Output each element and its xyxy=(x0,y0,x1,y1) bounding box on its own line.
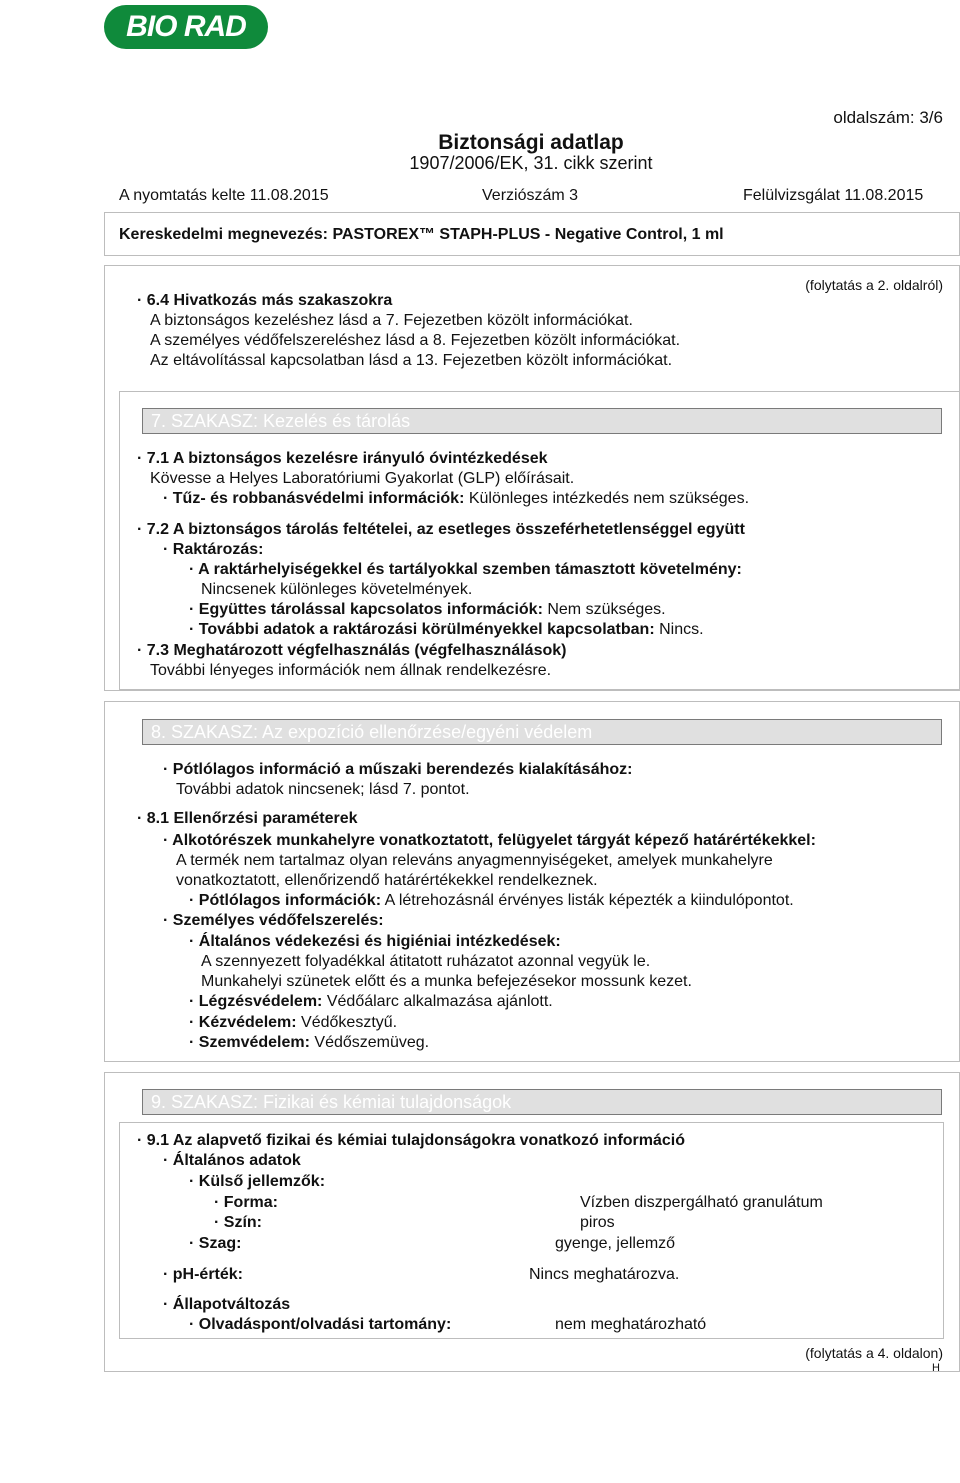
hand-protection-text: Védőkesztyű. xyxy=(301,1014,398,1031)
revision-date: Felülvizsgálat 11.08.2015 xyxy=(743,187,924,204)
further-storage-row xyxy=(189,620,704,640)
form-value: Vízben diszpergálható granulátum xyxy=(580,1194,823,1211)
fire-protection-label: · Tűz- és robbanásvédelmi információk: xyxy=(163,490,465,507)
hand-protection-row xyxy=(189,1013,397,1033)
additional-info-row xyxy=(189,891,794,911)
fire-protection-text: Különleges intézkedés nem szükséges. xyxy=(468,490,750,507)
trade-name: Kereskedelmi megnevezés: PASTOREX™ STAPH-PLUS - Negative Control, 1 ml xyxy=(119,226,724,243)
melting-point-label: · Olvadáspont/olvadási tartomány: xyxy=(189,1316,452,1333)
section-6-4-line-2: A személyes védőfelszereléshez lásd a 8. Fejezetben közölt információkat. xyxy=(150,332,681,349)
technical-info-text: További adatok nincsenek; lásd 7. pontot. xyxy=(176,781,470,798)
ppe-heading: · Személyes védőfelszerelés: xyxy=(163,912,384,929)
components-text-1: A termék nem tartalmaz olyan releváns anyagmennyiségeket, amelyek munkahelyre xyxy=(176,852,773,869)
color-value: piros xyxy=(580,1214,615,1231)
document-title: Biztonsági adatlap xyxy=(438,131,624,154)
page-number: oldalszám: 3/6 xyxy=(833,108,943,127)
section-7-1-heading: · 7.1 A biztonságos kezelésre irányuló óvintézkedések xyxy=(137,450,548,467)
continued-to: (folytatás a 4. oldalon) xyxy=(805,1345,943,1361)
eye-protection-text: Védőszemüveg. xyxy=(314,1034,430,1051)
section-6-4-line-3: Az eltávolítással kapcsolatban lásd a 13. Fejezetben közölt információkat. xyxy=(150,352,673,369)
technical-info-label: · Pótlólagos információ a műszaki berendezés kialakításához: xyxy=(163,761,633,778)
respiratory-row xyxy=(189,992,553,1012)
ph-label: · pH-érték: xyxy=(163,1266,244,1283)
storage-requirements-label: · A raktárhelyiségekkel és tartályokkal szemben támasztott követelmény: xyxy=(189,561,742,578)
appearance-heading: · Külső jellemzők: xyxy=(189,1173,326,1190)
section-8-1-heading: · 8.1 Ellenőrzési paraméterek xyxy=(137,810,358,827)
hygiene-text-1: A szennyezett folyadékkal átitatott ruházatot azonnal vegyük le. xyxy=(201,953,651,970)
eye-protection-label: · Szemvédelem: xyxy=(189,1034,310,1051)
hand-protection-label: · Kézvédelem: xyxy=(189,1014,297,1031)
section-7-3-heading: · 7.3 Meghatározott végfelhasználás (végfelhasználások) xyxy=(137,642,567,659)
document-subtitle: 1907/2006/EK, 31. cikk szerint xyxy=(409,153,653,173)
ph-value: Nincs meghatározva. xyxy=(529,1266,680,1283)
further-storage-text: Nincs. xyxy=(659,621,704,638)
section-9-1-heading: · 9.1 Az alapvető fizikai és kémiai tulajdonságokra vonatkozó információ xyxy=(137,1132,686,1149)
fire-protection-row xyxy=(163,489,749,509)
continued-from: (folytatás a 2. oldalról) xyxy=(805,277,943,293)
section-7-2-heading: · 7.2 A biztonságos tárolás feltételei, az esetleges összeférhetetlenséggel együtt xyxy=(137,521,745,538)
section-7-3-text: További lényeges információk nem állnak rendelkezésre. xyxy=(150,662,552,679)
logo-text: BIO RAD xyxy=(126,10,246,43)
section-6-4-line-1: A biztonságos kezeléshez lásd a 7. Fejezetben közölt információkat. xyxy=(150,312,633,329)
section-6-4-heading: · 6.4 Hivatkozás más szakaszokra xyxy=(137,292,393,309)
joint-storage-text: Nem szükséges. xyxy=(547,601,666,618)
version: Verziószám 3 xyxy=(482,187,579,204)
odor-value: gyenge, jellemző xyxy=(555,1235,676,1252)
additional-info-text: A létrehozásnál érvényes listák képezték a kiindulópontot. xyxy=(384,892,794,909)
hygiene-text-2: Munkahelyi szünetek előtt és a munka befejezésekor mossunk kezet. xyxy=(201,973,692,990)
print-date: A nyomtatás kelte 11.08.2015 xyxy=(119,187,329,204)
melting-point-value: nem meghatározható xyxy=(555,1316,707,1333)
respiratory-label: · Légzésvédelem: xyxy=(189,993,323,1010)
odor-label: · Szag: xyxy=(189,1235,242,1252)
additional-info-label: · Pótlólagos információk: xyxy=(189,892,382,909)
section-7-title: 7. SZAKASZ: Kezelés és tárolás xyxy=(142,408,942,434)
state-change-heading: · Állapotváltozás xyxy=(163,1296,291,1313)
storage-heading: · Raktározás: xyxy=(163,541,264,558)
general-data-heading: · Általános adatok xyxy=(163,1152,301,1169)
joint-storage-row xyxy=(189,600,666,620)
hygiene-label: · Általános védekezési és higiéniai intézkedések: xyxy=(189,933,561,950)
joint-storage-label: · Együttes tárolással kapcsolatos információk: xyxy=(189,601,543,618)
section-9-title: 9. SZAKASZ: Fizikai és kémiai tulajdonságok xyxy=(142,1089,942,1115)
components-text-2: vonatkoztatott, ellenőrizendő határértékekkel rendelkeznek. xyxy=(176,872,598,889)
section-8-title: 8. SZAKASZ: Az expozíció ellenőrzése/egyéni védelem xyxy=(142,719,942,745)
eye-protection-row xyxy=(189,1033,429,1053)
components-label: · Alkotórészek munkahelyre vonatkoztatott, felügyelet tárgyát képező határértékekkel: xyxy=(163,832,816,849)
respiratory-text: Védőálarc alkalmazása ajánlott. xyxy=(326,993,553,1010)
color-label: · Szín: xyxy=(214,1214,262,1231)
further-storage-label: · További adatok a raktározási körülményekkel kapcsolatban: xyxy=(189,621,655,638)
form-label: · Forma: xyxy=(214,1194,278,1211)
bio-rad-logo xyxy=(104,5,268,49)
storage-requirements-text: Nincsenek különleges követelmények. xyxy=(201,581,473,598)
section-7-1-text: Kövesse a Helyes Laboratóriumi Gyakorlat (GLP) előírásait. xyxy=(150,470,575,487)
footer-mark: H xyxy=(932,1362,940,1374)
